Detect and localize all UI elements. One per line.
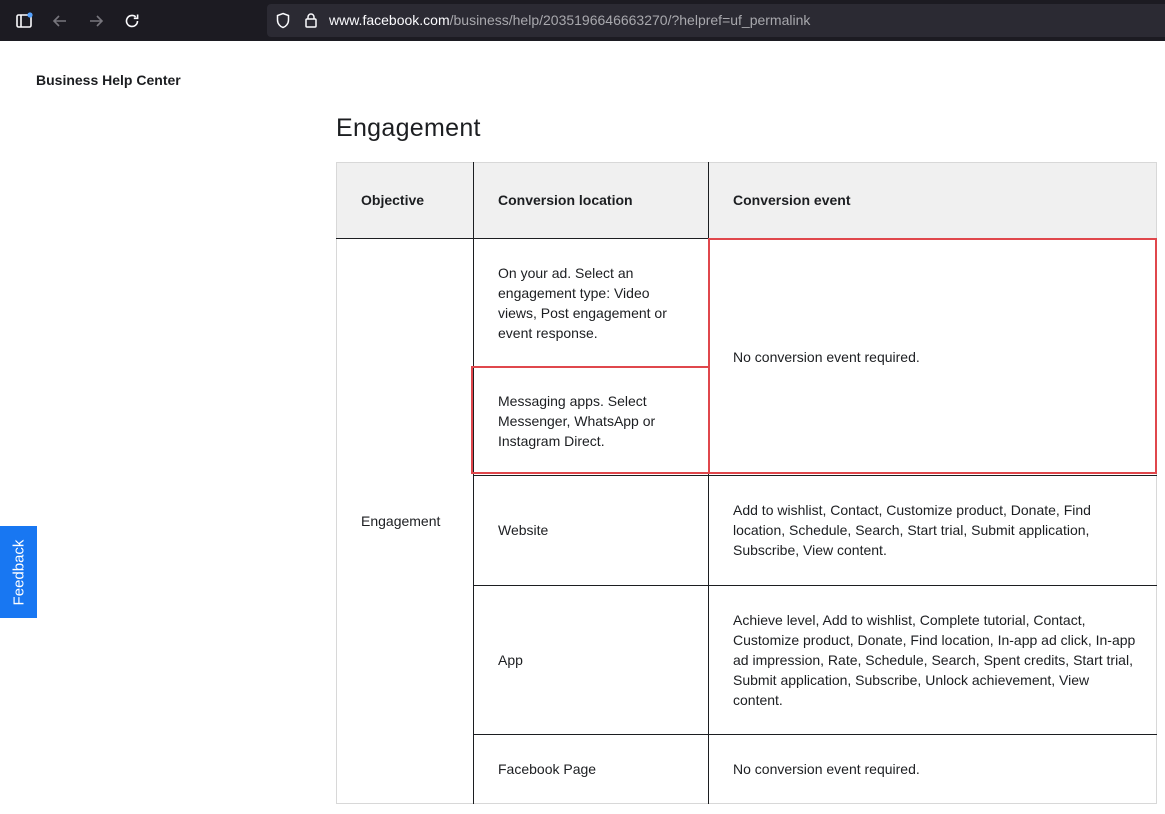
url-path: /business/help/2035196646663270/?helpref=uf_permalink (449, 12, 811, 28)
header-conversion-location: Conversion location (473, 162, 708, 238)
location-facebook-page: Facebook Page (498, 761, 597, 777)
help-center-title[interactable]: Business Help Center (36, 72, 181, 88)
lock-icon[interactable] (304, 12, 318, 29)
column-divider-1 (473, 162, 474, 804)
event-website: Add to wishlist, Contact, Customize product, Donate, Find location, Schedule, Search, Start trial, Submit application, Subscribe, View content. (733, 502, 1091, 558)
back-arrow-icon[interactable] (48, 9, 72, 33)
browser-toolbar (0, 0, 1165, 41)
feedback-label: Feedback (10, 539, 27, 605)
event-no-conversion-required: No conversion event required. (733, 348, 920, 365)
header-objective: Objective (336, 162, 473, 238)
event-facebook-page: No conversion event required. (733, 761, 920, 777)
url-host: www.facebook.com (329, 12, 450, 28)
location-messaging-apps: Messaging apps. Select Messenger, WhatsApp or Instagram Direct. (498, 393, 656, 449)
location-website: Website (498, 522, 549, 538)
sidebar-toggle-icon[interactable] (12, 9, 36, 33)
feedback-button[interactable] (0, 526, 37, 618)
url-text[interactable] (329, 12, 810, 29)
section-title: Engagement (336, 114, 481, 142)
row-divider-app (473, 585, 1157, 586)
forward-arrow-icon[interactable] (84, 9, 108, 33)
header-conversion-event: Conversion event (708, 162, 1157, 238)
location-app: App (498, 651, 523, 668)
highlight-no-conversion-event (708, 238, 1157, 474)
address-bar[interactable] (267, 4, 1165, 37)
location-on-your-ad: On your ad. Select an engagement type: Video views, Post engagement or event response. (498, 264, 667, 341)
highlight-messaging-apps (471, 366, 710, 474)
row-divider-facebook-page (473, 734, 1157, 735)
event-app: Achieve level, Add to wishlist, Complete tutorial, Contact, Customize product, Donate, Find location, In-app ad click, In-app ad impression, Rate, Schedule, Search, Spent credits, Start trial, Submit application, Subscribe, Unlock achievement, View content. (733, 611, 1136, 708)
shield-icon[interactable] (275, 12, 291, 29)
reload-icon[interactable] (120, 9, 144, 33)
conversion-table (336, 162, 1157, 804)
objective-cell: Engagement (361, 513, 441, 529)
row-divider-website (473, 475, 1157, 476)
